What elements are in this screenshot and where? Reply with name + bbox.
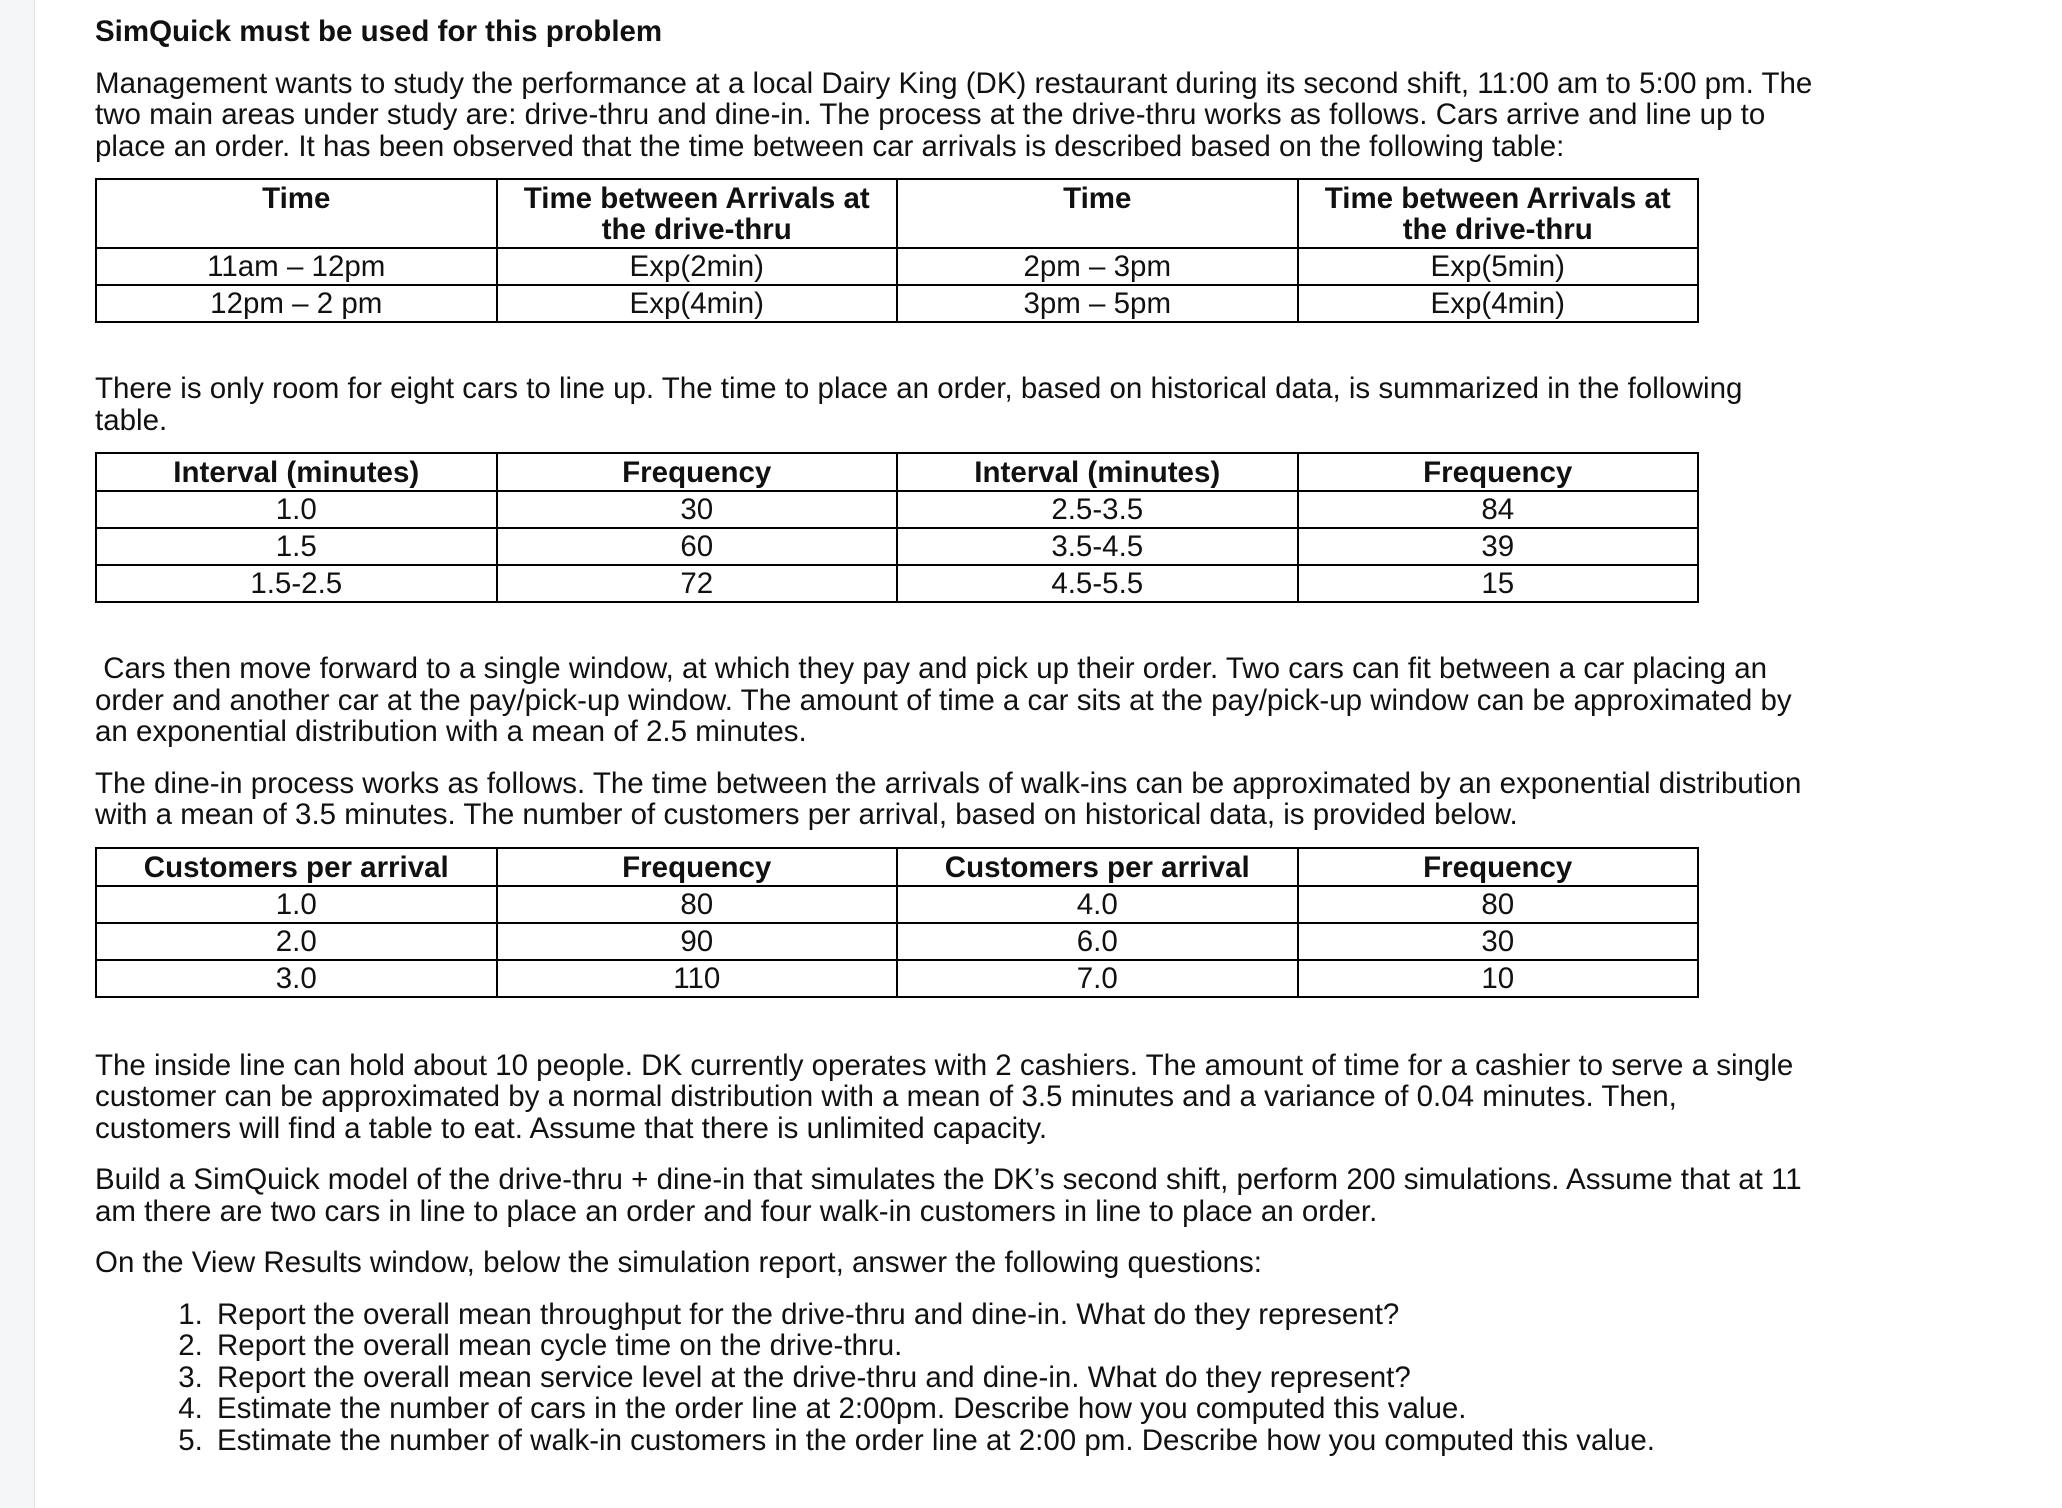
table-header-row <box>96 179 1698 248</box>
table-cell: Exp(4min) <box>1298 285 1699 322</box>
window-paragraph: Cars then move forward to a single window, at which they pay and pick up their order. Two cars can fit between a car placing an order and another car at the pay/pick-up window. The amount of time a car sits at the pay/pick-up window can be approximated by an exponential distribution with a mean of 2.5 minutes. <box>95 652 1800 748</box>
list-item: 1. Report the overall mean throughput for the drive-thru and dine-in. What do they represent? <box>211 1299 1815 1331</box>
table-row <box>96 248 1698 285</box>
table-header: Customers per arrival <box>96 848 497 886</box>
arrivals-table <box>95 178 1699 323</box>
table-cell: 2.5-3.5 <box>897 491 1298 528</box>
results-paragraph: On the View Results window, below the simulation report, answer the following questions: <box>95 1246 1262 1279</box>
table-header: Frequency <box>1298 848 1699 886</box>
table-cell: 2pm – 3pm <box>897 248 1298 285</box>
table-cell: 3.5-4.5 <box>897 528 1298 565</box>
table-cell: 4.5-5.5 <box>897 565 1298 602</box>
table-cell: 3.0 <box>96 960 497 997</box>
table-cell: 110 <box>497 960 898 997</box>
table-header: Time <box>897 179 1298 248</box>
table-header: Time between Arrivals at the drive-thru <box>497 179 898 248</box>
table-cell: 12pm – 2 pm <box>96 285 497 322</box>
table-cell: 90 <box>497 923 898 960</box>
table-cell: 30 <box>497 491 898 528</box>
table-row <box>96 960 1698 997</box>
table-cell: 80 <box>497 886 898 923</box>
document-body <box>95 16 1815 1456</box>
intro-paragraph: Management wants to study the performance at a local Dairy King (DK) restaurant during its second shift, 11:00 am to 5:00 pm. The two main areas under study are: drive-thru and dine-in. The process at the drive-thru works as follows. Cars arrive and line up to place an order. It has been observed that the time between car arrivals is described based on the following table: <box>95 66 1813 163</box>
table-header: Time between Arrivals at the drive-thru <box>1298 179 1699 248</box>
table-cell: 80 <box>1298 886 1699 923</box>
table-cell: 10 <box>1298 960 1699 997</box>
document-title: SimQuick must be used for this problem <box>95 15 663 48</box>
table-row <box>96 923 1698 960</box>
table-cell: 1.5-2.5 <box>96 565 497 602</box>
customers-per-arrival-table <box>95 847 1699 998</box>
questions-list <box>95 1299 1815 1457</box>
table-row <box>96 285 1698 322</box>
list-item: 3. Report the overall mean service level at the drive-thru and dine-in. What do they represent? <box>211 1362 1815 1394</box>
table-row <box>96 491 1698 528</box>
table-header: Interval (minutes) <box>897 453 1298 491</box>
table-row <box>96 886 1698 923</box>
table-cell: 1.0 <box>96 491 497 528</box>
table-cell: 15 <box>1298 565 1699 602</box>
table-cell: 1.5 <box>96 528 497 565</box>
inside-line-paragraph: The inside line can hold about 10 people. DK currently operates with 2 cashiers. The amount of time for a cashier to serve a single customer can be approximated by a normal distribution with a mean of 3.5 minutes and a variance of 0.04 minutes. Then, customers will find a table to eat. Assume that there is unlimited capacity. <box>95 1048 1794 1145</box>
table-cell: 72 <box>497 565 898 602</box>
order-paragraph: There is only room for eight cars to line up. The time to place an order, based on historical data, is summarized in the following table. <box>95 372 1743 437</box>
order-time-table <box>95 452 1699 603</box>
build-paragraph: Build a SimQuick model of the drive-thru + dine-in that simulates the DK’s second shift, perform 200 simulations. Assume that at 11 am there are two cars in line to place an order and four walk-in customers in line to place an order. <box>95 1163 1802 1228</box>
table-cell: 6.0 <box>897 923 1298 960</box>
table-header: Customers per arrival <box>897 848 1298 886</box>
table-cell: Exp(5min) <box>1298 248 1699 285</box>
table-header: Time <box>96 179 497 248</box>
table-cell: Exp(2min) <box>497 248 898 285</box>
table-cell: Exp(4min) <box>497 285 898 322</box>
table-header-row <box>96 848 1698 886</box>
list-item: 5. Estimate the number of walk-in customers in the order line at 2:00 pm. Describe how you computed this value. <box>211 1425 1815 1457</box>
list-item: 2. Report the overall mean cycle time on the drive-thru. <box>211 1330 1815 1362</box>
table-cell: 2.0 <box>96 923 497 960</box>
table-cell: 39 <box>1298 528 1699 565</box>
left-sidebar-strip <box>0 0 35 1508</box>
table-cell: 60 <box>497 528 898 565</box>
table-cell: 4.0 <box>897 886 1298 923</box>
table-row <box>96 528 1698 565</box>
table-cell: 11am – 12pm <box>96 248 497 285</box>
table-row <box>96 565 1698 602</box>
table-cell: 1.0 <box>96 886 497 923</box>
dinein-paragraph: The dine-in process works as follows. The time between the arrivals of walk-ins can be approximated by an exponential distribution with a mean of 3.5 minutes. The number of customers per arrival, based on historical data, is provided below. <box>95 766 1802 831</box>
table-header-row <box>96 453 1698 491</box>
table-header: Frequency <box>1298 453 1699 491</box>
table-cell: 30 <box>1298 923 1699 960</box>
table-header: Frequency <box>497 453 898 491</box>
list-item: 4. Estimate the number of cars in the order line at 2:00pm. Describe how you computed this value. <box>211 1393 1815 1425</box>
table-cell: 7.0 <box>897 960 1298 997</box>
table-cell: 84 <box>1298 491 1699 528</box>
table-header: Frequency <box>497 848 898 886</box>
table-cell: 3pm – 5pm <box>897 285 1298 322</box>
table-header: Interval (minutes) <box>96 453 497 491</box>
